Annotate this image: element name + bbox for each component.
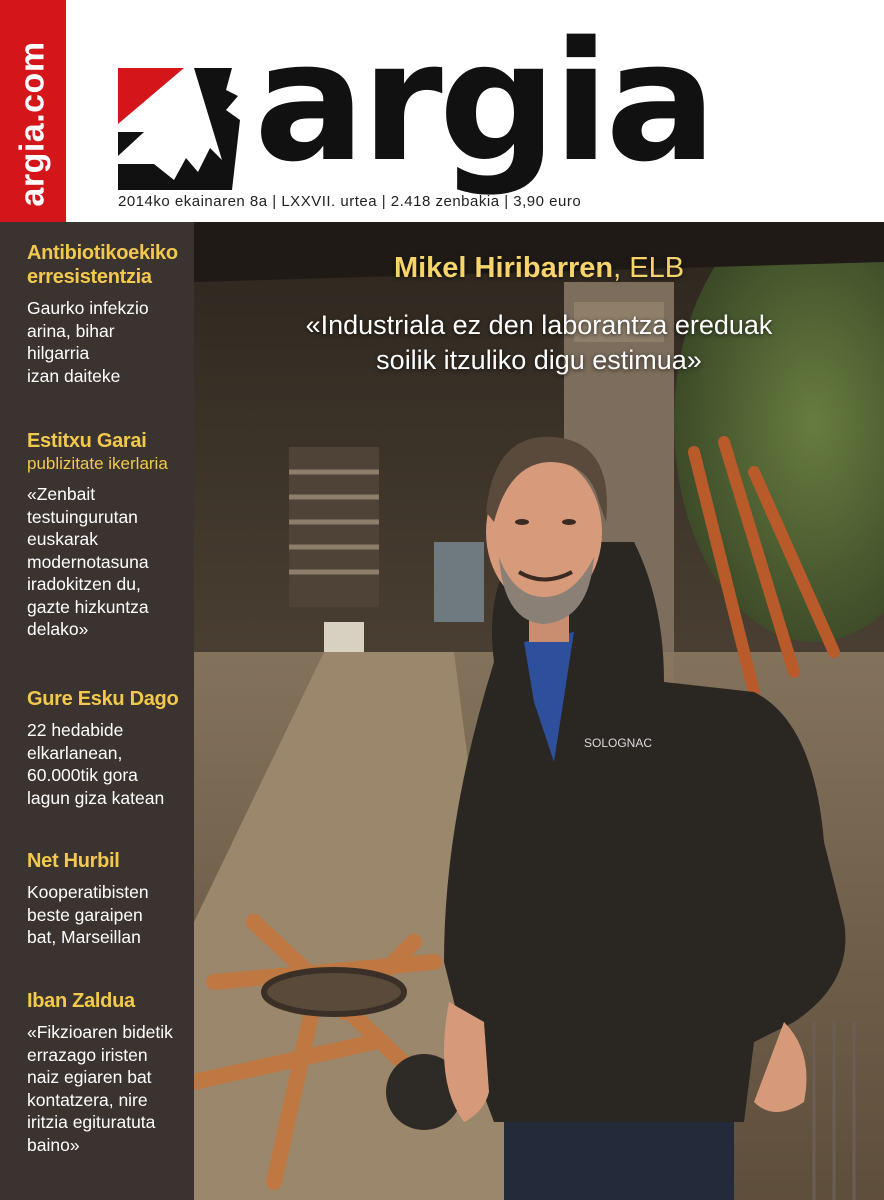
wordmark: argia	[254, 6, 713, 198]
teaser-estitxu-garai[interactable]	[27, 429, 192, 641]
teaser-body: «Fikzioaren bidetik errazago iristen naiz egiaren bat kontatzera, nire iritzia egituratuta baino»	[27, 1022, 173, 1155]
teaser-subtitle: publizitate ikerlaria	[27, 454, 168, 473]
cover-quote-line: «Industriala ez den laborantza ereduak	[305, 310, 773, 340]
teaser-net-hurbil[interactable]	[27, 849, 192, 949]
teaser-title: Antibiotikoekiko erresistentzia	[27, 242, 178, 288]
teaser-body: Kooperatibisten beste garaipen bat, Marseillan	[27, 882, 149, 947]
teaser-body: «Zenbait testuingurutan euskarak modernotasuna iradokitzen du, gazte hizkuntza delako»	[27, 484, 149, 639]
cover-quote	[194, 308, 884, 378]
teaser-title: Iban Zaldua	[27, 990, 135, 1012]
cover-headline	[194, 252, 884, 285]
issue-dateline: 2014ko ekainaren 8a | LXXVII. urtea | 2.418 zenbakia | 3,90 euro	[118, 193, 582, 210]
masthead-logo	[114, 6, 744, 198]
teaser-title: Net Hurbil	[27, 850, 120, 872]
jacket-brand: SOLOGNAC	[584, 736, 653, 750]
teaser-body: Gaurko infekzio arina, bihar hilgarria izan daiteke	[27, 298, 149, 386]
cover-quote-line: soilik itzuliko digu estimua»	[376, 345, 702, 375]
interviewee-org: , ELB	[613, 252, 685, 284]
teaser-iban-zaldua[interactable]	[27, 989, 192, 1156]
teaser-antibiotics[interactable]	[27, 241, 192, 387]
teaser-title: Estitxu Garai	[27, 430, 147, 452]
teaser-title: Gure Esku Dago	[27, 688, 179, 710]
teaser-gure-esku-dago[interactable]	[27, 687, 192, 809]
site-url-bar	[0, 0, 66, 222]
site-url: argia.com	[13, 41, 52, 207]
argia-mark-icon	[114, 40, 244, 190]
teaser-body: 22 hedabide elkarlanean, 60.000tik gora lagun giza katean	[27, 720, 165, 808]
interviewee-name: Mikel Hiribarren	[393, 252, 614, 284]
